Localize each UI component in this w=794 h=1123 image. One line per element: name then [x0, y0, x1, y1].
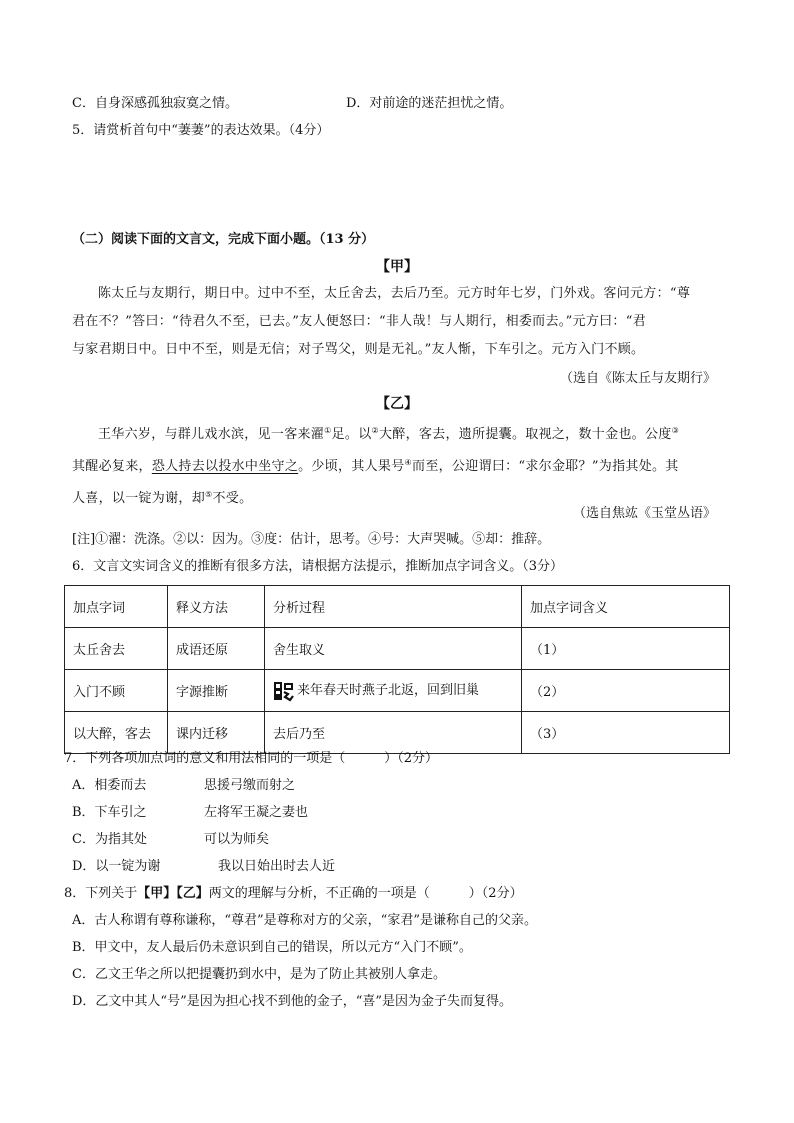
q7-option-c: C．为指其处: [72, 832, 147, 847]
ancient-character-gu-icon: [273, 680, 295, 702]
passage-yi-line: 其醒必复来，恐人持去以投水中坐守之。少顷，其人果号④而至，公迎谓曰：“求尔金耶？”为指其处。其: [72, 458, 679, 474]
table-cell: 成语还原: [168, 628, 265, 670]
table-cell: 舍生取义: [265, 628, 522, 670]
note-marker: ②: [371, 426, 379, 435]
table-cell: 以大醉，客去: [65, 712, 168, 754]
table-header-cell: 加点字词含义: [522, 586, 730, 628]
table-header-cell: 分析过程: [265, 586, 522, 628]
q8-option-c: C．乙文王华之所以把提囊扔到水中，是为了防止其被别人拿走。: [72, 967, 446, 982]
annotation-notes: [注]①濯：洗涤。②以：因为。③度：估计，思考。④号：大声哭喊。⑤却：推辞。: [72, 532, 551, 547]
passage-jia-title: 【甲】: [376, 259, 418, 275]
question-6: 6．文言文实词含义的推断有很多方法，请根据方法提示，推断加点字词含义。（3分）: [72, 559, 564, 574]
q7-option-a: A．相委而去: [72, 778, 147, 793]
question-7: 7．下列各项加点词的意义和用法相同的一项是（ ）（2分）: [64, 751, 439, 766]
note-marker: ⑤: [205, 490, 213, 499]
q8-option-d: D．乙文中其人“号”是因为担心找不到他的金子，“喜”是因为金子失而复得。: [72, 994, 513, 1009]
passage-yi-line: 王华六岁，与群儿戏水滨，见一客来濯①足。以②大醉，客去，遗所提囊。取视之，数十金也。公度③: [98, 426, 680, 442]
q7-option-a-compare: 思援弓缴而射之: [204, 778, 296, 793]
passage-yi: [72, 417, 722, 513]
analysis-text: 来年春天时燕子北返，回到旧巢: [297, 683, 480, 699]
table-header-cell: 释义方法: [168, 586, 265, 628]
table-cell: 入门不顾: [65, 670, 168, 712]
passage-jia-line: 君在不？”答曰：“待君久不至，已去。”友人便怒曰：“非人哉！与人期行，相委而去。”元方曰：“君: [72, 314, 646, 329]
note-marker: ①: [324, 426, 332, 435]
q8-option-b: B．甲文中，友人最后仍未意识到自己的错误，所以元方“入门不顾”。: [72, 940, 472, 955]
table-cell: 字源推断: [168, 670, 265, 712]
q4-option-d: D．对前途的迷茫担忧之情。: [346, 96, 513, 111]
table-cell: （1）: [522, 628, 730, 670]
passage-tags: 【甲】【乙】: [137, 886, 209, 901]
passage-yi-source: （选自焦竑《玉堂丛语》: [572, 506, 716, 521]
passage-yi-title: 【乙】: [376, 396, 418, 412]
q7-option-b-compare: 左将军王凝之妻也: [204, 805, 309, 820]
table-cell: （2）: [522, 670, 730, 712]
table-row: [65, 670, 730, 712]
table-cell: （3）: [522, 712, 730, 754]
q7-option-d-compare: 我以日始出时去人近: [218, 859, 336, 874]
table-row: [65, 712, 730, 754]
passage-jia-line: 陈太丘与友期行，期日中。过中不至，太丘舍去，去后乃至。元方时年七岁，门外戏。客问元方：“尊: [98, 286, 691, 301]
q7-option-d: D．以一锭为谢: [72, 859, 161, 874]
inference-table: [64, 585, 730, 754]
section-2-heading: （二）阅读下面的文言文，完成下面小题。（13 分）: [72, 232, 375, 247]
q7-option-b: B．下车引之: [72, 805, 147, 820]
table-cell: 太丘舍去: [65, 628, 168, 670]
q8-option-a: A．古人称谓有尊称谦称，“尊君”是尊称对方的父亲，“家君”是谦称自己的父亲。: [72, 913, 537, 928]
table-row: [65, 628, 730, 670]
table-cell: 去后乃至: [265, 712, 522, 754]
passage-jia: [72, 280, 722, 364]
underlined-sentence: 恐人持去以投水中坐守之: [151, 459, 299, 474]
table-header-cell: 加点字词: [65, 586, 168, 628]
passage-jia-source: （选自《陈太丘与友期行》: [559, 371, 716, 386]
question-5: 5．请赏析首句中“萋萋”的表达效果。（4分）: [72, 123, 330, 138]
note-marker: ④: [404, 458, 413, 467]
table-cell: 课内迁移: [168, 712, 265, 754]
q7-option-c-compare: 可以为师矣: [204, 832, 270, 847]
q4-option-c: C．自身深感孤独寂寞之情。: [72, 96, 238, 111]
note-marker: ③: [671, 426, 680, 435]
passage-yi-line: 人喜，以一锭为谢，却⑤不受。: [72, 490, 253, 506]
question-8: 8．下列关于【甲】【乙】两文的理解与分析，不正确的一项是（ ）（2分）: [64, 886, 523, 901]
table-cell: [265, 670, 522, 712]
passage-jia-line: 与家君期日中。日中不至，则是无信；对子骂父，则是无礼。”友人惭，下车引之。元方入门不顾。: [72, 342, 645, 357]
table-header-row: [65, 586, 730, 628]
